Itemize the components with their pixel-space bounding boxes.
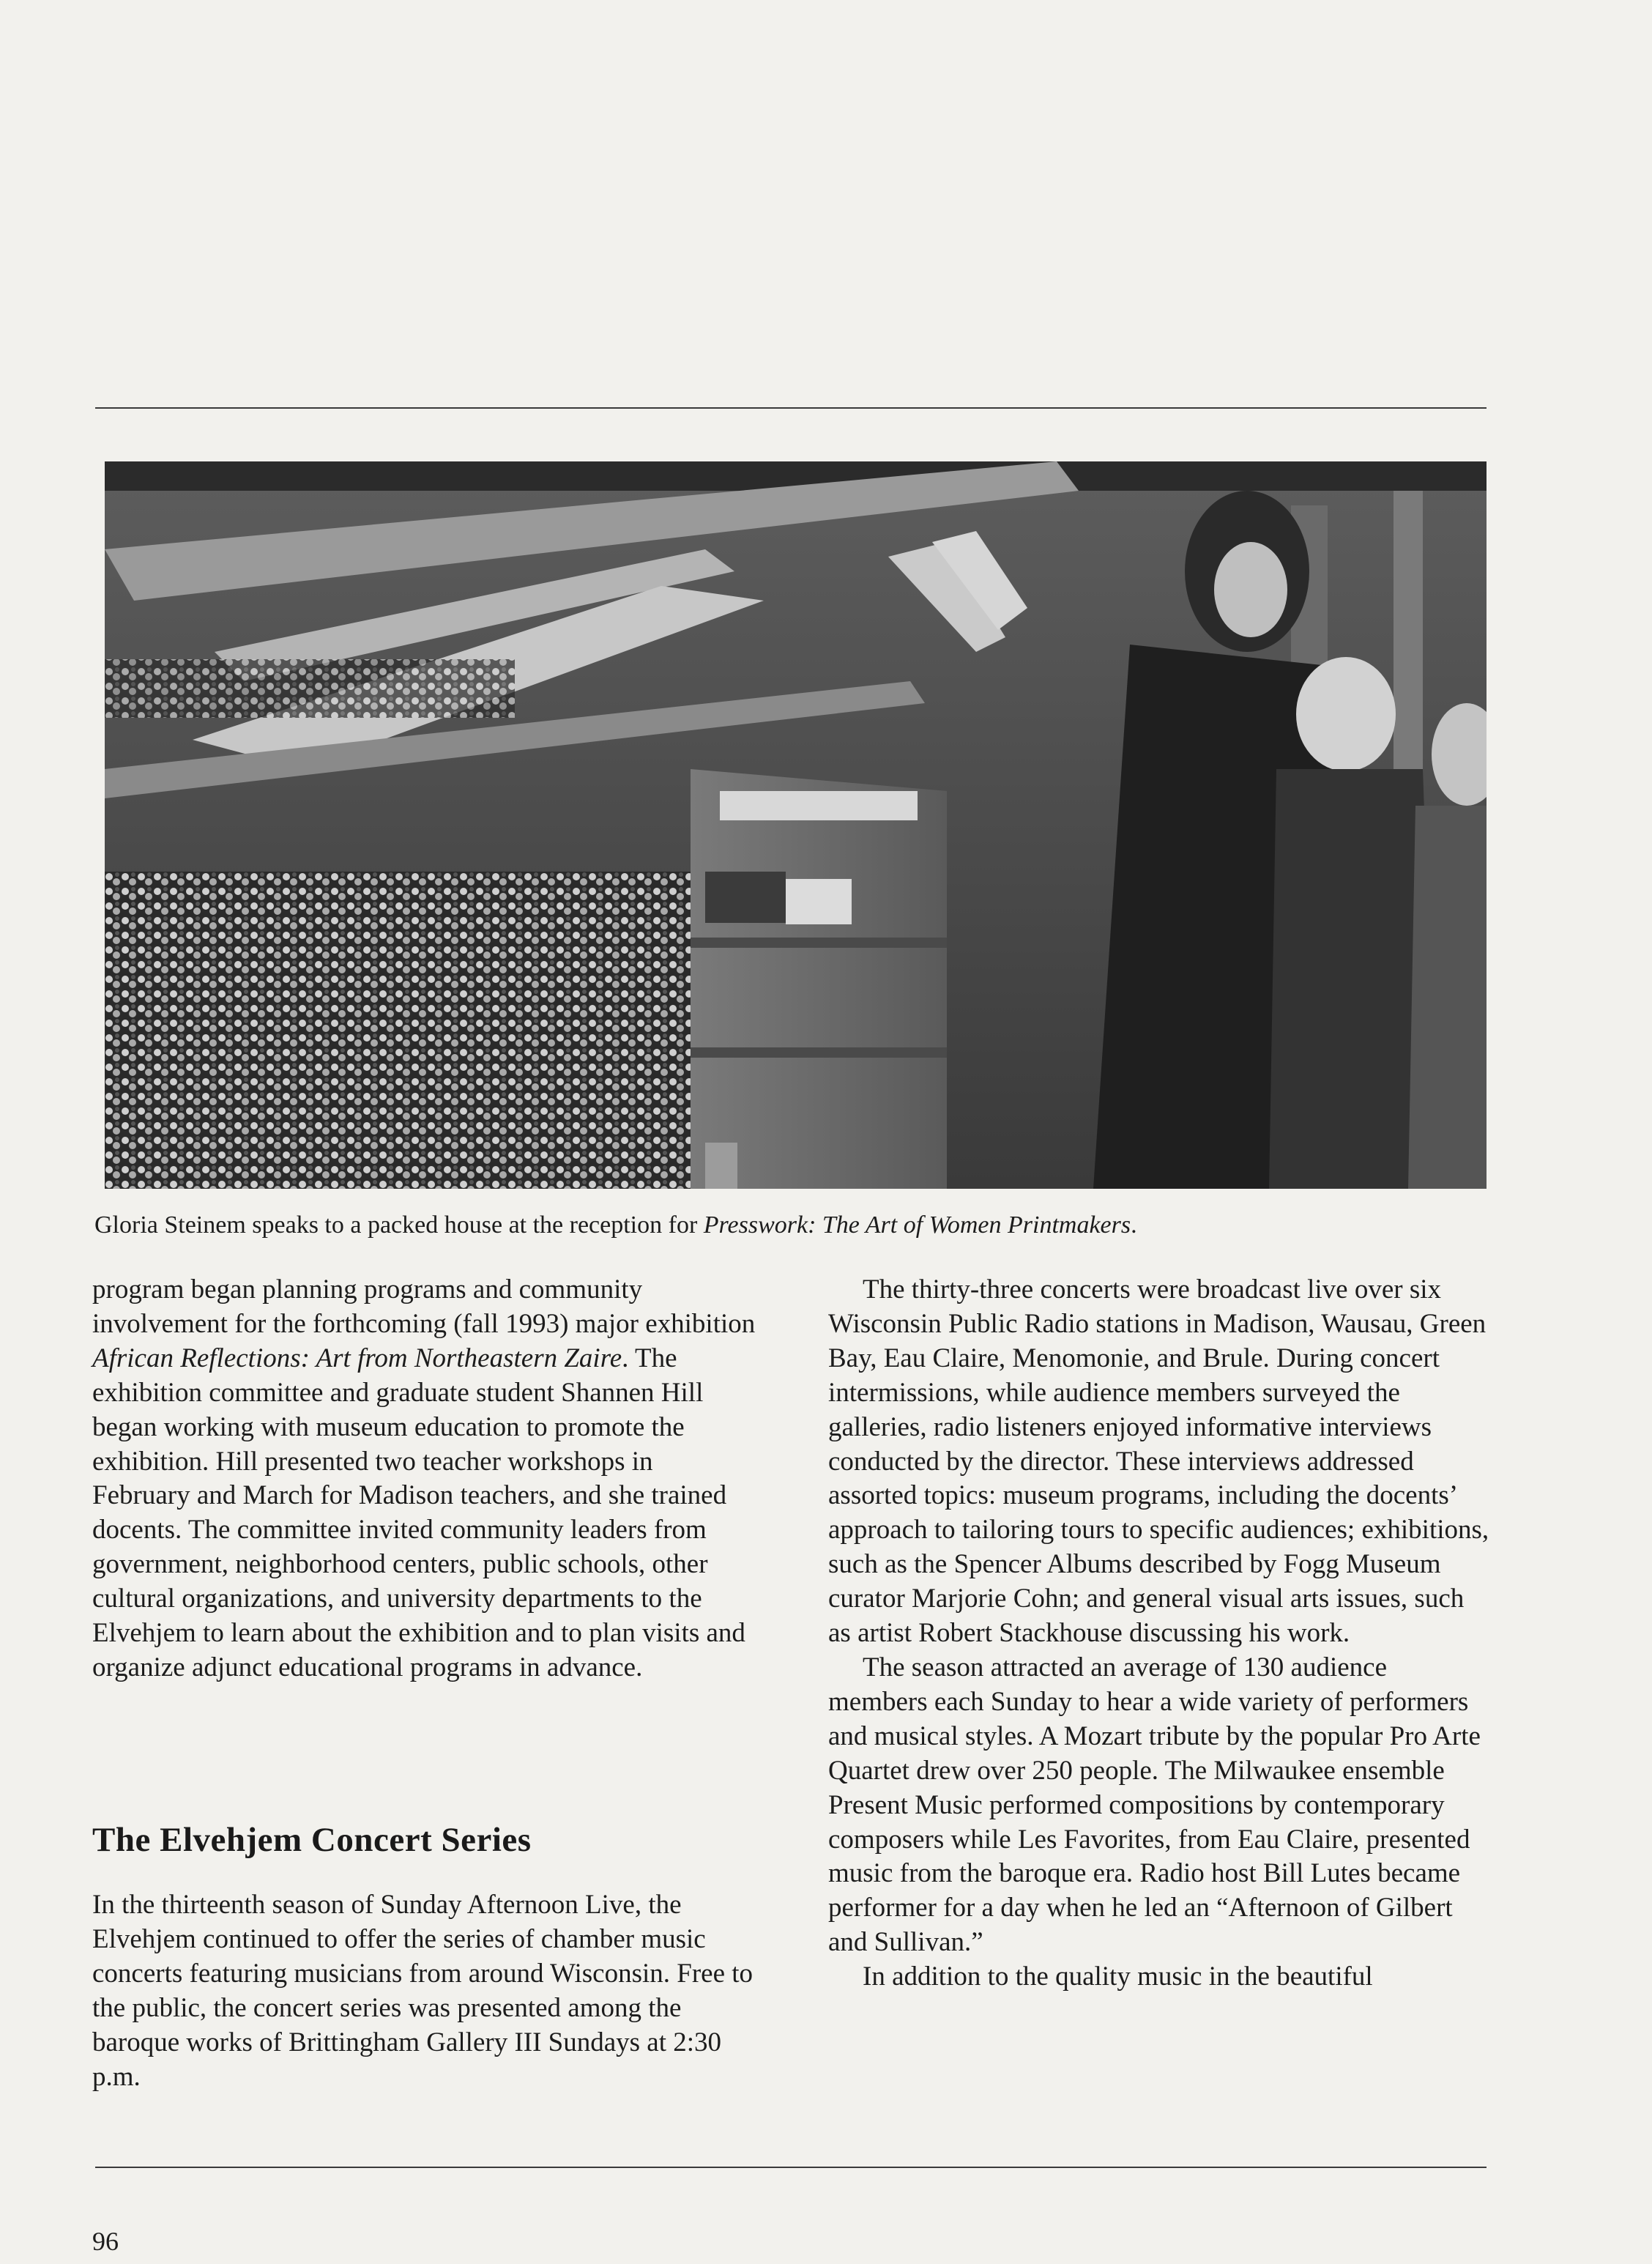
photo-illustration bbox=[105, 461, 1487, 1189]
left-paragraph-1 bbox=[92, 1273, 756, 1685]
left-p1-exhibition-title: African Reflections: Art from Northeastern Zaire bbox=[92, 1343, 622, 1373]
right-paragraph-1: The thirty-three concerts were broadcast live over six Wisconsin Public Radio stations in Madison, Wausau, Green Bay, Eau Claire, Menomonie, and Brule. During concert intermissions, while audience members surveyed the galleries, radio listeners enjoyed informative interviews conducted by the director. These interviews addressed assorted topics: museum programs, including the docents’ approach to tailoring tours to specific audiences; exhibitions, such as the Spencer Albums described by Fogg Museum curator Marjorie Cohn; and general visual arts issues, such as artist Robert Stackhouse discussing his work. bbox=[828, 1274, 1489, 1649]
right-column bbox=[828, 1273, 1492, 1994]
caption-period: . bbox=[1131, 1211, 1137, 1239]
left-paragraph-2: In the thirteenth season of Sunday Afternoon Live, the Elvehjem continued to offer the series of chamber music concerts featuring musicians from around Wisconsin. Free to the public, the concert series was presented among the baroque works of Brittingham Gallery III Sundays at 2:30 p.m. bbox=[92, 1890, 754, 2092]
left-p1-text-a: program began planning programs and community involvement for the forthcoming (fall 1993) major exhibition bbox=[92, 1274, 756, 1339]
right-paragraph-2: The season attracted an average of 130 audience members each Sunday to hear a wide variety of performers and musical styles. A Mozart tribute by the popular Pro Arte Quartet drew over 250 people. The Milwaukee ensemble Present Music performed compositions by contemporary composers while Les Favorites, from Eau Claire, presented music from the baroque era. Radio host Bill Lutes became performer for a day when he led an “Afternoon of Gilbert and Sullivan.” bbox=[828, 1652, 1481, 1958]
right-paragraph-3: In addition to the quality music in the beautiful bbox=[863, 1961, 1373, 1992]
page-number: 96 bbox=[92, 2227, 119, 2256]
left-column-lower bbox=[92, 1888, 756, 2094]
photo-caption bbox=[94, 1209, 1493, 1242]
caption-text: Gloria Steinem speaks to a packed house at the reception for bbox=[94, 1211, 704, 1239]
left-p1-text-b: . The exhibition committee and graduate student Shannen Hill began working with museum education to promote the exhibition. Hill presented two teacher workshops in February and March for Madison teachers, and she trained docents. The committee invited community leaders from government, neighborhood centers, public schools, other cultural organizations, and university departments to the Elvehjem to learn about the exhibition and to plan visits and organize adjunct educational programs in advance. bbox=[92, 1343, 745, 1682]
caption-exhibition-title: Presswork: The Art of Women Printmakers bbox=[703, 1211, 1131, 1239]
section-heading: The Elvehjem Concert Series bbox=[92, 1821, 532, 1859]
bottom-rule bbox=[95, 2167, 1487, 2168]
left-column bbox=[92, 1273, 756, 1685]
event-photo bbox=[105, 461, 1487, 1189]
top-rule bbox=[95, 407, 1487, 409]
